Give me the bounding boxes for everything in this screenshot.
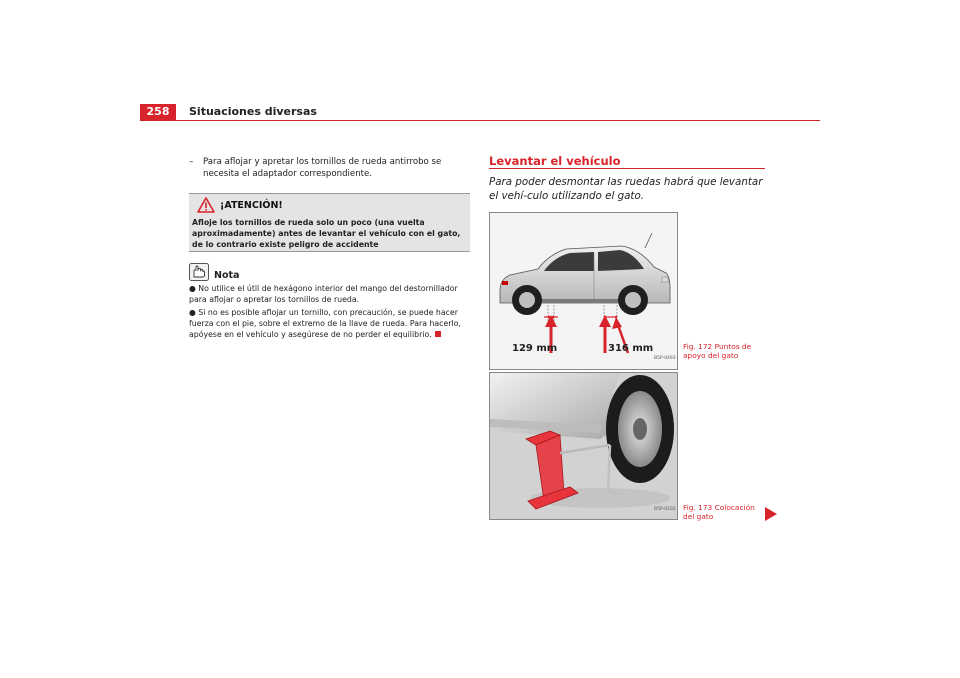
warning-title: ¡ATENCIÓN! bbox=[220, 200, 283, 211]
warning-text: Afloje los tornillos de rueda solo un poco (una vuelta aproximadamente) antes de levantar el vehículo con el gato, de lo contrario existe peligro de accidente bbox=[192, 218, 461, 249]
end-of-section-mark bbox=[435, 331, 441, 337]
warning-triangle-icon bbox=[197, 197, 215, 213]
note-hand-icon bbox=[189, 263, 209, 281]
jack-placement-illustration bbox=[490, 373, 677, 519]
instruction-step bbox=[189, 156, 474, 180]
list-item: ● No utilice el útil de hexágono interior del mango del destornillador para aflojar o apretar los tornillos de rueda. bbox=[189, 284, 458, 304]
figure-caption-173: Fig. 173 Colocación del gato bbox=[683, 503, 755, 521]
subsection-title: Levantar el vehículo bbox=[489, 154, 621, 168]
figure-jack-points bbox=[489, 212, 678, 370]
continue-arrow-icon bbox=[765, 507, 777, 521]
header-rule bbox=[140, 120, 820, 121]
section-title: Situaciones diversas bbox=[189, 105, 317, 118]
step-text: Para aflojar y apretar los tornillos de rueda antirrobo se necesita el adaptador correspondiente. bbox=[203, 157, 442, 179]
dimension-label-rear: 316 mm bbox=[608, 343, 654, 354]
dimension-label-front: 129 mm bbox=[512, 343, 558, 354]
subsection-rule bbox=[489, 168, 765, 169]
step-dash: – bbox=[189, 157, 194, 167]
note-bullet-text: No utilice el útil de hexágono interior del mango del destornillador para aflojar o apretar los tornillos de rueda. bbox=[189, 284, 458, 304]
note-bullet-list bbox=[189, 283, 474, 342]
note-bullet-text: Si no es posible aflojar un tornillo, con precaución, se puede hacer fuerza con el pie, sobre el extremo de la llave de rueda. Para hacerlo, apóyese en el vehículo y asegúrese de no perder el equilibrio. bbox=[189, 308, 461, 339]
note-title: Nota bbox=[214, 270, 240, 281]
list-item: ● Si no es posible aflojar un tornillo, con precaución, se puede hacer fuerza con el pie, sobre el extremo de la llave de rueda. Para hacerlo, apóyese en el vehículo y asegúrese de no perder el equilibrio. bbox=[189, 308, 461, 339]
figure-code: B5P-0102 bbox=[654, 507, 676, 512]
figure-caption-172: Fig. 172 Puntos de apoyo del gato bbox=[683, 342, 752, 360]
intro-text: Para poder desmontar las ruedas habrá que levantar el vehí-culo utilizando el gato. bbox=[489, 176, 763, 202]
figure-jack-placement bbox=[489, 372, 678, 520]
page-number: 258 bbox=[140, 104, 176, 120]
figure-code: B5P-0493 bbox=[654, 356, 676, 361]
